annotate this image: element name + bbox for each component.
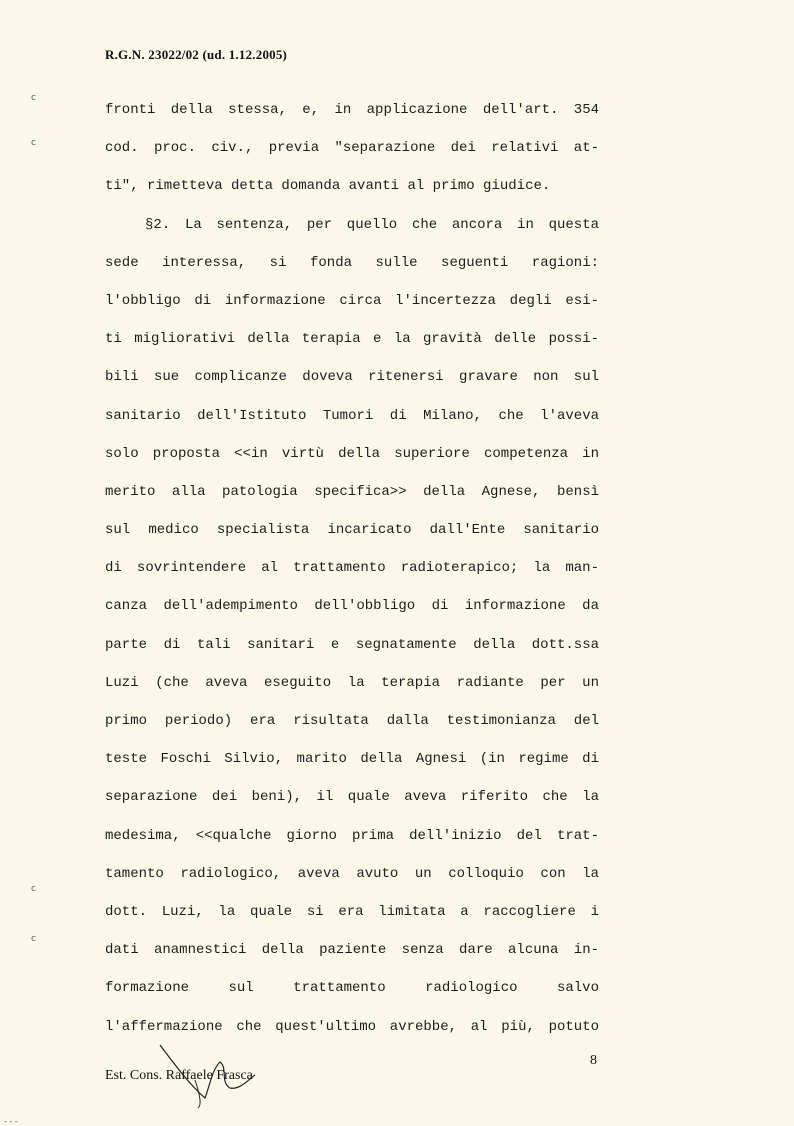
text-line: tamento radiologico, aveva avuto un colloquio con la: [105, 865, 599, 882]
page-number: 8: [590, 1053, 597, 1068]
text-line: parte di tali sanitari e segnatamente della dott.ssa: [105, 636, 599, 653]
text-line: merito alla patologia specifica>> della Agnese, bensì: [105, 483, 599, 500]
text-line: separazione dei beni), il quale aveva riferito che la: [105, 789, 599, 806]
text-line: di sovrintendere al trattamento radioterapico; la man-: [105, 560, 599, 577]
margin-mark: c: [31, 884, 36, 894]
text-line: ti", rimetteva detta domanda avanti al primo giudice.: [105, 178, 551, 195]
text-line: sede interessa, si fonda sulle seguenti ragioni:: [105, 254, 599, 271]
text-line: bili sue complicanze doveva ritenersi gravare non sul: [105, 369, 599, 386]
text-line: l'affermazione che quest'ultimo avrebbe, al più, potuto: [105, 1018, 599, 1035]
text-line: medesima, <<qualche giorno prima dell'inizio del trat-: [105, 827, 599, 844]
document-body: [105, 91, 599, 1046]
margin-mark: c: [31, 93, 36, 103]
text-line: fronti della stessa, e, in applicazione dell'art. 354: [105, 102, 599, 118]
text-line: cod. proc. civ., previa "separazione dei relativi at-: [105, 140, 599, 157]
text-line: sanitario dell'Istituto Tumori di Milano, che l'aveva: [105, 407, 599, 424]
document-header: R.G.N. 23022/02 (ud. 1.12.2005): [105, 47, 288, 62]
text-line: sul medico specialista incaricato dall'Ente sanitario: [105, 522, 599, 539]
text-line: formazione sul trattamento radiologico salvo: [105, 980, 599, 997]
text-line: §2. La sentenza, per quello che ancora in questa: [145, 216, 599, 233]
margin-mark: c: [31, 138, 36, 148]
text-line: dott. Luzi, la quale si era limitata a raccogliere i: [105, 903, 599, 920]
footer-signature-line: Est. Cons. Raffaele Frasca: [105, 1068, 253, 1083]
text-line: ti migliorativi della terapia e la gravità delle possi-: [105, 331, 599, 348]
text-line: Luzi (che aveva eseguito la terapia radiante per un: [105, 674, 599, 691]
text-line: canza dell'adempimento dell'obbligo di informazione da: [105, 598, 599, 615]
text-line: primo periodo) era risultata dalla testimonianza del: [105, 713, 599, 729]
text-line: solo proposta <<in virtù della superiore competenza in: [105, 445, 599, 462]
scan-artifact: - - -: [4, 1117, 18, 1126]
margin-mark: c: [31, 934, 36, 944]
text-line: teste Foschi Silvio, marito della Agnesi (in regime di: [105, 751, 599, 768]
text-line: dati anamnestici della paziente senza dare alcuna in-: [105, 942, 599, 959]
text-line: l'obbligo di informazione circa l'incertezza degli esi-: [105, 292, 599, 309]
